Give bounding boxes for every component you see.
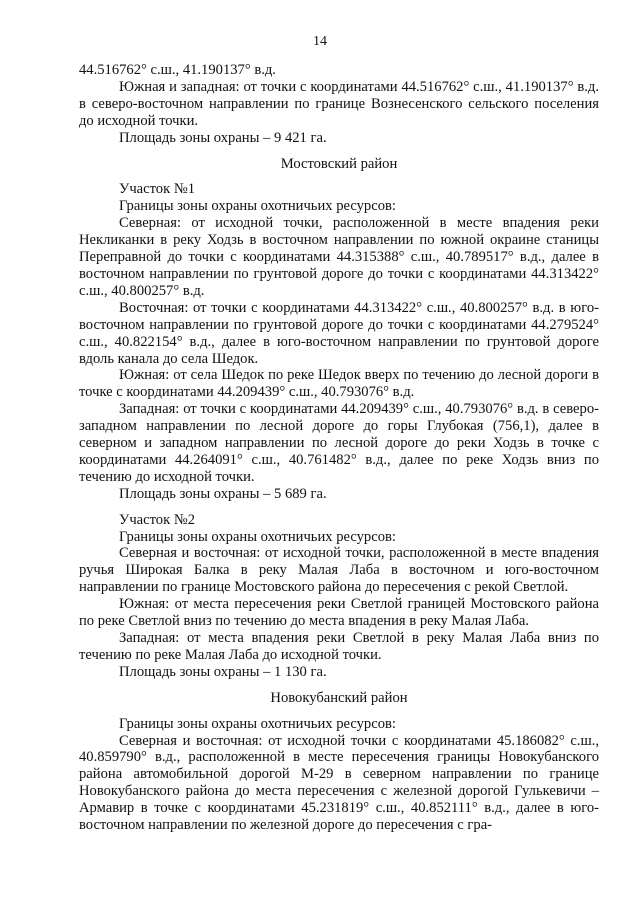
section-heading: Мостовский район [280,155,398,172]
paragraph: 44.516762° с.ш., 41.190137° в.д. [79,62,276,78]
paragraph: Южная: от села Шедок по реке Шедок вверх по течению до лесной дороги в точке с координатами 44.209439° с.ш., 40.793076° в.д. [79,367,599,401]
paragraph: Границы зоны охраны охотничьих ресурсов: [119,198,396,215]
area-statement: Площадь зоны охраны – 1 130 га. [119,663,327,680]
area-statement: Площадь зоны охраны – 5 689 га. [119,485,327,502]
paragraph: Северная и восточная: от исходной точки, расположенной в месте впадения ручья Широкая Балка в реку Малая Лаба в восточном и юго-восточном направлении по границе Мостовского района до пересечения с рекой Светлой. [79,545,599,596]
paragraph: Границы зоны охраны охотничьих ресурсов: [119,715,396,732]
page-number: 14 [313,34,327,49]
area-statement: Площадь зоны охраны – 9 421 га. [119,129,327,146]
paragraph: Западная: от места впадения реки Светлой в реку Малая Лаба вниз по течению по реке Малая Лаба до исходной точки. [79,630,599,663]
document-body [79,62,599,834]
paragraph: Северная и восточная: от исходной точки с координатами 45.186082° с.ш., 40.859790° в.д., расположенной в месте пересечения границы Новокубанского района автомобильной дорогой М-29 в северном направлении по границе Новокубанского района до места пересечения с железной дорогой Гулькевичи – Армавир в точке с координатами 45.231819° с.ш., 40.852111° в.д., далее в юго-восточном направлении по железной дороге до пересечения с гра- [79,732,599,834]
section-heading: Новокубанский район [270,689,408,706]
paragraph: Южная и западная: от точки с координатами 44.516762° с.ш., 41.190137° в.д. в северо-восточном направлении по границе Вознесенского сельского поселения до исходной точки. [79,78,599,129]
paragraph: Восточная: от точки с координатами 44.313422° с.ш., 40.800257° в.д. в юго-восточном направлении по грунтовой дороге до точки с координатами 44.279524° с.ш., 40.822154° в.д., далее в юго-восточном направлении по грунтовой дороге вдоль канала до села Шедок. [79,299,599,367]
paragraph: Западная: от точки с координатами 44.209439° с.ш., 40.793076° в.д. в северо-западном направлении по лесной дороге до горы Глубокая (756,1), далее в северном и западном направлении по лесной дороге до реки Ходзь в точке с координатами 44.264091° с.ш., 40.761482° в.д., далее по реке Ходзь вниз по течению до исходной точки. [79,401,599,485]
paragraph: Южная: от места пересечения реки Светлой границей Мостовского района по реке Светлой вниз по течению до места впадения в реку Малая Лаба. [79,596,599,630]
subsection-title: Участок №2 [119,511,196,528]
paragraph: Северная: от исходной точки, расположенной в месте впадения реки Некликанки в реку Ходзь в восточном направлении по южной окраине станицы Переправной до точки с координатами 44.315388° с.ш., 40.789517° в.д., далее в восточном направлении по грунтовой дороге до точки с координатами 44.313422° с.ш., 40.800257° в.д. [79,215,599,299]
subsection-title: Участок №1 [119,181,196,198]
paragraph: Границы зоны охраны охотничьих ресурсов: [119,528,396,545]
